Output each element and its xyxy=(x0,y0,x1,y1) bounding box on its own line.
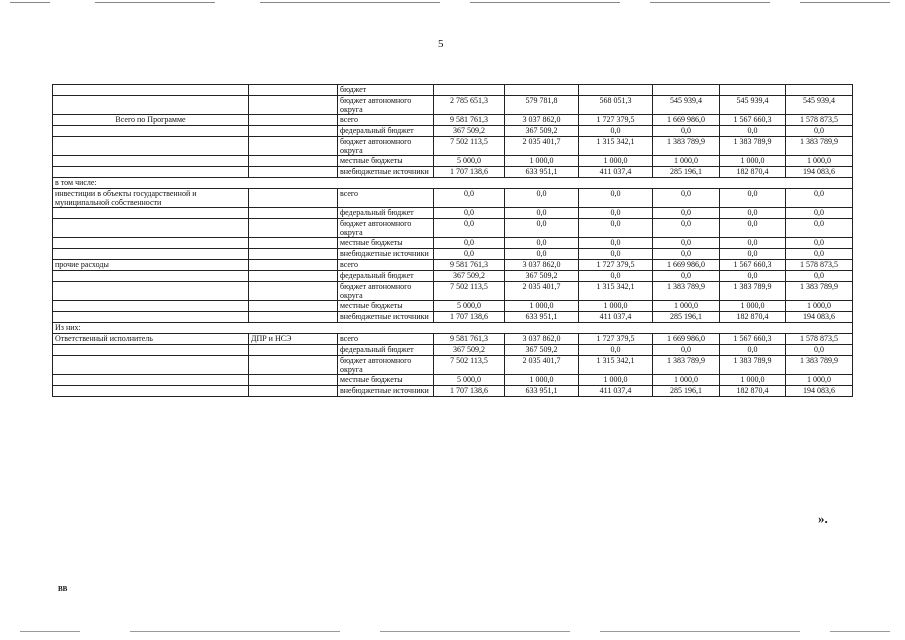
value-cell: 545 939,4 xyxy=(786,96,853,115)
value-cell: 0,0 xyxy=(434,249,505,260)
value-cell: 568 051,3 xyxy=(579,96,653,115)
value-cell: 0,0 xyxy=(720,249,786,260)
value-cell: 1 669 986,0 xyxy=(653,115,720,126)
value-cell: 633 951,1 xyxy=(505,312,579,323)
row-name-cell: прочие расходы xyxy=(53,260,249,271)
value-cell: 367 509,2 xyxy=(434,271,505,282)
table-row xyxy=(53,375,853,386)
value-cell: 194 083,6 xyxy=(786,167,853,178)
value-cell: 367 509,2 xyxy=(505,271,579,282)
row-name-cell xyxy=(53,167,249,178)
executor-cell xyxy=(249,96,338,115)
table-row xyxy=(53,282,853,301)
value-cell: 1 000,0 xyxy=(786,301,853,312)
value-cell: 182 870,4 xyxy=(720,312,786,323)
source-cell: местные бюджеты xyxy=(338,238,434,249)
value-cell: 1 383 789,9 xyxy=(720,137,786,156)
row-name-cell xyxy=(53,375,249,386)
value-cell: 1 000,0 xyxy=(653,156,720,167)
value-cell: 633 951,1 xyxy=(505,167,579,178)
table-row xyxy=(53,96,853,115)
source-cell: федеральный бюджет xyxy=(338,126,434,137)
value-cell: 0,0 xyxy=(434,219,505,238)
value-cell: 0,0 xyxy=(786,345,853,356)
value-cell: 1 567 660,3 xyxy=(720,115,786,126)
value-cell: 367 509,2 xyxy=(434,126,505,137)
executor-cell xyxy=(249,85,338,96)
value-cell: 1 707 138,6 xyxy=(434,167,505,178)
value-cell: 411 037,4 xyxy=(579,167,653,178)
value-cell: 3 037 862,0 xyxy=(505,115,579,126)
value-cell: 1 383 789,9 xyxy=(786,282,853,301)
value-cell: 0,0 xyxy=(505,189,579,208)
executor-cell xyxy=(249,375,338,386)
value-cell: 0,0 xyxy=(786,238,853,249)
executor-cell xyxy=(249,386,338,397)
executor-cell xyxy=(249,238,338,249)
value-cell: 9 581 761,3 xyxy=(434,260,505,271)
value-cell: 367 509,2 xyxy=(505,345,579,356)
executor-cell xyxy=(249,167,338,178)
source-cell: всего xyxy=(338,260,434,271)
table-row xyxy=(53,301,853,312)
value-cell: 0,0 xyxy=(786,126,853,137)
value-cell: 0,0 xyxy=(653,238,720,249)
value-cell: 1 727 379,5 xyxy=(579,115,653,126)
row-name-cell xyxy=(53,96,249,115)
row-name-cell: Ответственный исполнитель xyxy=(53,334,249,345)
row-name-cell xyxy=(53,249,249,260)
source-cell: бюджет автономного округа xyxy=(338,96,434,115)
value-cell xyxy=(786,85,853,96)
row-name-cell xyxy=(53,301,249,312)
value-cell: 0,0 xyxy=(720,219,786,238)
value-cell: 1 383 789,9 xyxy=(786,356,853,375)
value-cell: 633 951,1 xyxy=(505,386,579,397)
value-cell: 1 578 873,5 xyxy=(786,334,853,345)
table-row xyxy=(53,189,853,208)
table-row xyxy=(53,260,853,271)
value-cell: 0,0 xyxy=(579,238,653,249)
row-name-cell xyxy=(53,386,249,397)
value-cell: 545 939,4 xyxy=(720,96,786,115)
value-cell: 1 000,0 xyxy=(505,156,579,167)
table-row xyxy=(53,312,853,323)
value-cell: 1 000,0 xyxy=(505,301,579,312)
executor-cell xyxy=(249,189,338,208)
row-name-cell xyxy=(53,137,249,156)
table-row xyxy=(53,137,853,156)
table-row xyxy=(53,219,853,238)
value-cell: 1 000,0 xyxy=(653,375,720,386)
value-cell: 411 037,4 xyxy=(579,312,653,323)
value-cell: 3 037 862,0 xyxy=(505,260,579,271)
value-cell: 3 037 862,0 xyxy=(505,334,579,345)
executor-cell xyxy=(249,126,338,137)
scan-edge-bottom xyxy=(0,630,905,634)
value-cell: 2 035 401,7 xyxy=(505,356,579,375)
source-cell: всего xyxy=(338,334,434,345)
value-cell: 0,0 xyxy=(579,271,653,282)
value-cell: 0,0 xyxy=(653,345,720,356)
value-cell: 1 567 660,3 xyxy=(720,334,786,345)
value-cell: 7 502 113,5 xyxy=(434,282,505,301)
value-cell: 0,0 xyxy=(720,238,786,249)
value-cell: 0,0 xyxy=(720,271,786,282)
source-cell: местные бюджеты xyxy=(338,156,434,167)
value-cell: 1 000,0 xyxy=(579,156,653,167)
value-cell xyxy=(653,85,720,96)
executor-cell xyxy=(249,137,338,156)
value-cell: 0,0 xyxy=(505,219,579,238)
table-row xyxy=(53,238,853,249)
source-cell: внебюджетные источники xyxy=(338,386,434,397)
value-cell: 194 083,6 xyxy=(786,312,853,323)
value-cell: 0,0 xyxy=(653,219,720,238)
row-name-cell xyxy=(53,156,249,167)
value-cell: 5 000,0 xyxy=(434,375,505,386)
value-cell: 0,0 xyxy=(653,126,720,137)
value-cell: 1 383 789,9 xyxy=(786,137,853,156)
executor-cell xyxy=(249,345,338,356)
value-cell: 7 502 113,5 xyxy=(434,137,505,156)
source-cell: бюджет автономного округа xyxy=(338,137,434,156)
value-cell: 0,0 xyxy=(579,219,653,238)
value-cell: 0,0 xyxy=(653,249,720,260)
value-cell: 0,0 xyxy=(720,126,786,137)
value-cell: 1 578 873,5 xyxy=(786,260,853,271)
value-cell xyxy=(579,85,653,96)
value-cell: 367 509,2 xyxy=(505,126,579,137)
value-cell: 0,0 xyxy=(579,249,653,260)
scan-edge-top xyxy=(0,0,905,6)
row-name-cell xyxy=(53,208,249,219)
value-cell: 1 315 342,1 xyxy=(579,356,653,375)
table-row xyxy=(53,208,853,219)
table-row xyxy=(53,126,853,137)
value-cell: 1 000,0 xyxy=(653,301,720,312)
value-cell: 0,0 xyxy=(786,249,853,260)
value-cell: 367 509,2 xyxy=(434,345,505,356)
row-name-cell: инвестиции в объекты государственной и муниципальной собственности xyxy=(53,189,249,208)
row-name-cell xyxy=(53,126,249,137)
value-cell: 0,0 xyxy=(653,189,720,208)
value-cell: 0,0 xyxy=(434,189,505,208)
row-name-cell: Всего по Программе xyxy=(53,115,249,126)
executor-cell xyxy=(249,115,338,126)
value-cell: 1 383 789,9 xyxy=(720,356,786,375)
value-cell: 0,0 xyxy=(434,238,505,249)
row-name-cell xyxy=(53,238,249,249)
value-cell: 0,0 xyxy=(579,126,653,137)
value-cell: 0,0 xyxy=(505,249,579,260)
executor-cell xyxy=(249,312,338,323)
value-cell: 1 567 660,3 xyxy=(720,260,786,271)
value-cell: 1 000,0 xyxy=(505,375,579,386)
row-name-cell xyxy=(53,345,249,356)
value-cell: 1 315 342,1 xyxy=(579,137,653,156)
executor-cell xyxy=(249,156,338,167)
value-cell: 1 707 138,6 xyxy=(434,312,505,323)
page-number: 5 xyxy=(438,38,444,50)
row-name-cell xyxy=(53,356,249,375)
value-cell: 1 727 379,5 xyxy=(579,260,653,271)
value-cell: 1 383 789,9 xyxy=(720,282,786,301)
value-cell: 0,0 xyxy=(653,271,720,282)
value-cell: 2 035 401,7 xyxy=(505,137,579,156)
value-cell: 1 000,0 xyxy=(720,156,786,167)
value-cell: 0,0 xyxy=(720,345,786,356)
section-label: Из них: xyxy=(53,323,853,334)
value-cell: 1 000,0 xyxy=(720,301,786,312)
value-cell: 182 870,4 xyxy=(720,386,786,397)
value-cell: 2 035 401,7 xyxy=(505,282,579,301)
table-row xyxy=(53,167,853,178)
table-row xyxy=(53,345,853,356)
value-cell: 9 581 761,3 xyxy=(434,115,505,126)
source-cell: местные бюджеты xyxy=(338,375,434,386)
value-cell: 7 502 113,5 xyxy=(434,356,505,375)
value-cell: 1 000,0 xyxy=(579,301,653,312)
value-cell: 1 669 986,0 xyxy=(653,334,720,345)
value-cell xyxy=(434,85,505,96)
value-cell: 5 000,0 xyxy=(434,301,505,312)
executor-cell xyxy=(249,356,338,375)
value-cell: 1 000,0 xyxy=(579,375,653,386)
footer-initials: ВВ xyxy=(58,585,68,593)
executor-cell xyxy=(249,249,338,260)
value-cell: 1 000,0 xyxy=(720,375,786,386)
value-cell: 1 383 789,9 xyxy=(653,282,720,301)
executor-cell: ДПР и НСЭ xyxy=(249,334,338,345)
row-name-cell xyxy=(53,85,249,96)
value-cell: 0,0 xyxy=(786,219,853,238)
row-name-cell xyxy=(53,282,249,301)
value-cell xyxy=(720,85,786,96)
source-cell: бюджет автономного округа xyxy=(338,282,434,301)
value-cell: 0,0 xyxy=(579,345,653,356)
value-cell: 411 037,4 xyxy=(579,386,653,397)
value-cell xyxy=(505,85,579,96)
executor-cell xyxy=(249,260,338,271)
row-name-cell xyxy=(53,312,249,323)
value-cell: 9 581 761,3 xyxy=(434,334,505,345)
value-cell: 1 383 789,9 xyxy=(653,356,720,375)
table-row xyxy=(53,115,853,126)
source-cell: местные бюджеты xyxy=(338,301,434,312)
source-cell: федеральный бюджет xyxy=(338,208,434,219)
value-cell: 1 669 986,0 xyxy=(653,260,720,271)
source-cell: бюджет автономного округа xyxy=(338,356,434,375)
value-cell: 1 315 342,1 xyxy=(579,282,653,301)
row-name-cell xyxy=(53,271,249,282)
value-cell: 1 383 789,9 xyxy=(653,137,720,156)
source-cell: бюджет xyxy=(338,85,434,96)
executor-cell xyxy=(249,271,338,282)
value-cell: 5 000,0 xyxy=(434,156,505,167)
value-cell: 0,0 xyxy=(434,208,505,219)
value-cell: 182 870,4 xyxy=(720,167,786,178)
value-cell: 285 196,1 xyxy=(653,386,720,397)
executor-cell xyxy=(249,219,338,238)
source-cell: федеральный бюджет xyxy=(338,271,434,282)
value-cell: 0,0 xyxy=(579,189,653,208)
value-cell: 1 578 873,5 xyxy=(786,115,853,126)
table-row xyxy=(53,271,853,282)
table-section-row xyxy=(53,323,853,334)
executor-cell xyxy=(249,301,338,312)
table-row xyxy=(53,356,853,375)
executor-cell xyxy=(249,208,338,219)
row-name-cell xyxy=(53,219,249,238)
value-cell: 0,0 xyxy=(653,208,720,219)
value-cell: 1 000,0 xyxy=(786,375,853,386)
value-cell: 0,0 xyxy=(786,208,853,219)
value-cell: 0,0 xyxy=(505,208,579,219)
value-cell: 0,0 xyxy=(720,208,786,219)
source-cell: всего xyxy=(338,189,434,208)
value-cell: 2 785 651,3 xyxy=(434,96,505,115)
source-cell: федеральный бюджет xyxy=(338,345,434,356)
value-cell: 0,0 xyxy=(786,271,853,282)
value-cell: 0,0 xyxy=(720,189,786,208)
budget-table-body xyxy=(53,85,853,397)
source-cell: внебюджетные источники xyxy=(338,249,434,260)
end-quote-mark: ». xyxy=(818,511,828,526)
source-cell: всего xyxy=(338,115,434,126)
table-section-row xyxy=(53,178,853,189)
table-row xyxy=(53,334,853,345)
table-row xyxy=(53,249,853,260)
source-cell: внебюджетные источники xyxy=(338,312,434,323)
executor-cell xyxy=(249,282,338,301)
value-cell: 1 727 379,5 xyxy=(579,334,653,345)
source-cell: бюджет автономного округа xyxy=(338,219,434,238)
value-cell: 194 083,6 xyxy=(786,386,853,397)
table-row xyxy=(53,386,853,397)
value-cell: 579 781,8 xyxy=(505,96,579,115)
table-row xyxy=(53,156,853,167)
value-cell: 285 196,1 xyxy=(653,312,720,323)
table-row xyxy=(53,85,853,96)
value-cell: 1 707 138,6 xyxy=(434,386,505,397)
budget-table xyxy=(52,84,853,397)
source-cell: внебюджетные источники xyxy=(338,167,434,178)
value-cell: 285 196,1 xyxy=(653,167,720,178)
value-cell: 1 000,0 xyxy=(786,156,853,167)
value-cell: 0,0 xyxy=(786,189,853,208)
value-cell: 0,0 xyxy=(579,208,653,219)
section-label: в том числе: xyxy=(53,178,853,189)
value-cell: 0,0 xyxy=(505,238,579,249)
value-cell: 545 939,4 xyxy=(653,96,720,115)
